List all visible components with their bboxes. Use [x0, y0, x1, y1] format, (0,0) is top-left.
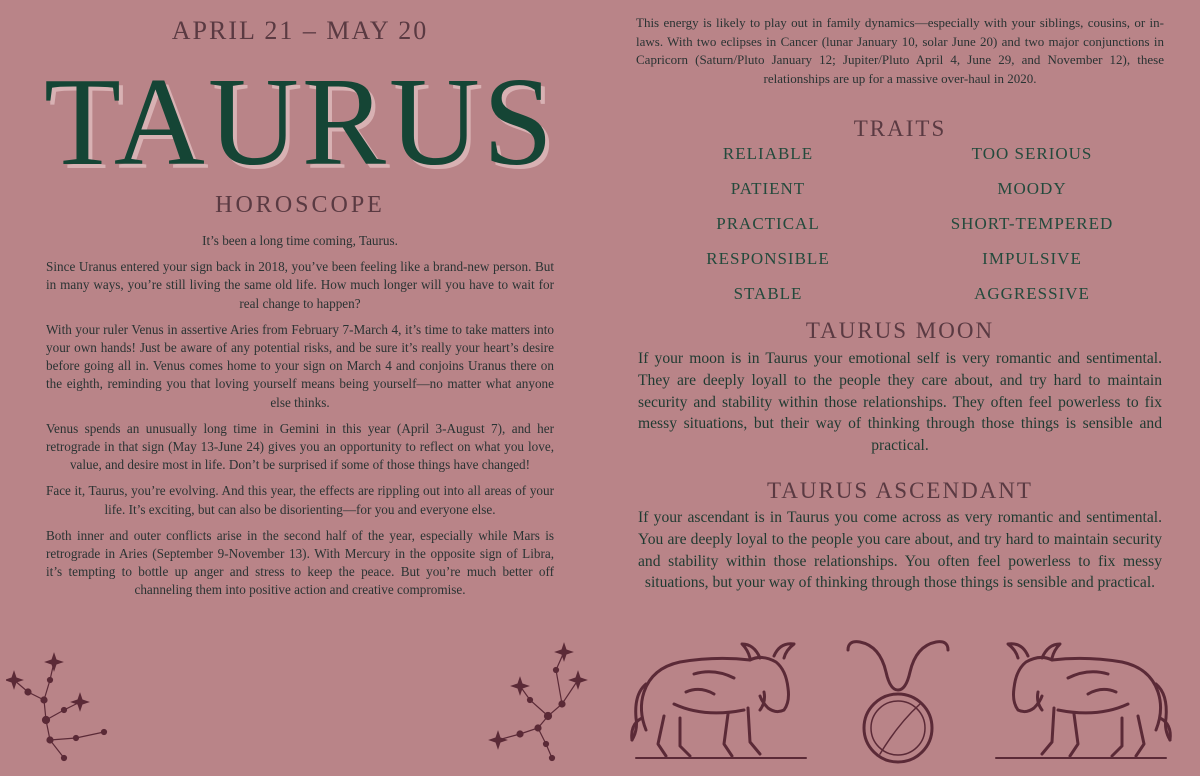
page-title: TAURUS — [44, 53, 556, 192]
trait-negative: MOODY — [997, 179, 1067, 198]
date-range: APRIL 21 – MAY 20 — [171, 16, 429, 45]
bull-icon — [624, 634, 814, 766]
intro-paragraph — [636, 14, 1164, 88]
horoscope-body — [46, 232, 554, 608]
trait-positive: RESPONSIBLE — [706, 249, 830, 268]
paragraph: Venus spends an unusually long time in Gemini in this year (April 3-August 7), and her retrograde in that sign (May 13-June 24) gives you an opportunity to reflect on what you love, value, and desire most in life. Don’t be surprised if some of those things have changed! — [46, 420, 554, 473]
trait-negative: IMPULSIVE — [982, 249, 1082, 268]
paragraph: This energy is likely to play out in family dynamics—especially with your siblings, cousins, or in-laws. With two eclipses in Cancer (lunar January 10, solar June 20) and two major conjunctions in Capricorn (Saturn/Pluto January 12; Jupiter/Pluto April 4, June 29, and November 12), these relationships are up for a massive over-haul in 2020. — [636, 15, 1164, 86]
ascendant-heading: TAURUS ASCENDANT — [767, 478, 1033, 503]
constellation-icon — [6, 640, 116, 770]
paragraph: Since Uranus entered your sign back in 2018, you’ve been feeling like a brand-new person. But in many ways, you’re still living the same old life. How much longer will you have to wait for real change to happen? — [46, 259, 554, 311]
paragraph: It’s been a long time coming, Taurus. — [202, 233, 398, 248]
constellation-icon — [468, 640, 588, 770]
paragraph: With your ruler Venus in assertive Aries from February 7-March 4, it’s time to take matters into your own hands! Just be aware of any potential risks, and be sure it’s really your heart’s desire before going all in. Venus comes home to your sign on March 4 and conjoins Uranus there on the eighth, reminding you that loving yourself means being yourself—no matter what anyone else thinks. — [46, 321, 554, 410]
traits-list — [600, 142, 1200, 312]
paragraph: Both inner and outer conflicts arise in the second half of the year, especially while Mars is retrograde in Aries (September 9-November 13). With Mercury in the opposite sign of Libra, it’s tempting to bottle up anger and stress to keep the peace. But you’re much better off channeling them into positive action and creative compromise. — [46, 527, 554, 598]
page-subtitle: HOROSCOPE — [215, 192, 385, 218]
trait-negative: TOO SERIOUS — [971, 144, 1093, 163]
bull-icon — [988, 634, 1178, 766]
trait-positive: RELIABLE — [722, 144, 814, 163]
taurus-glyph-icon — [840, 636, 956, 768]
paragraph: Face it, Taurus, you’re evolving. And this year, the effects are rippling out into all areas of your life. It’s exciting, but can also be disorienting—for you and everyone else. — [46, 483, 554, 517]
trait-positive: PRACTICAL — [716, 214, 820, 233]
ascendant-text: If your ascendant is in Taurus you come across as very romantic and sentimental. You are deeply loyal to the people you care about, and try hard to maintain security and stability within those relationships. You often feel powerless to fix messy situations, but your way of thinking through those things is sensible and practical. — [638, 509, 1162, 592]
moon-heading: TAURUS MOON — [805, 318, 995, 343]
trait-negative: AGGRESSIVE — [974, 284, 1090, 303]
trait-positive: PATIENT — [730, 179, 806, 198]
trait-negative: SHORT-TEMPERED — [950, 214, 1114, 233]
moon-text: If your moon is in Taurus your emotional self is very romantic and sentimental. They are deeply loyall to the people they care about, and try hard to maintain security and stability within those relationships. They often feel powerless to fix messy situations, but their way of thinking through those things is sensible and practical. — [638, 350, 1162, 455]
traits-heading: TRAITS — [853, 116, 947, 141]
trait-positive: STABLE — [733, 284, 803, 303]
